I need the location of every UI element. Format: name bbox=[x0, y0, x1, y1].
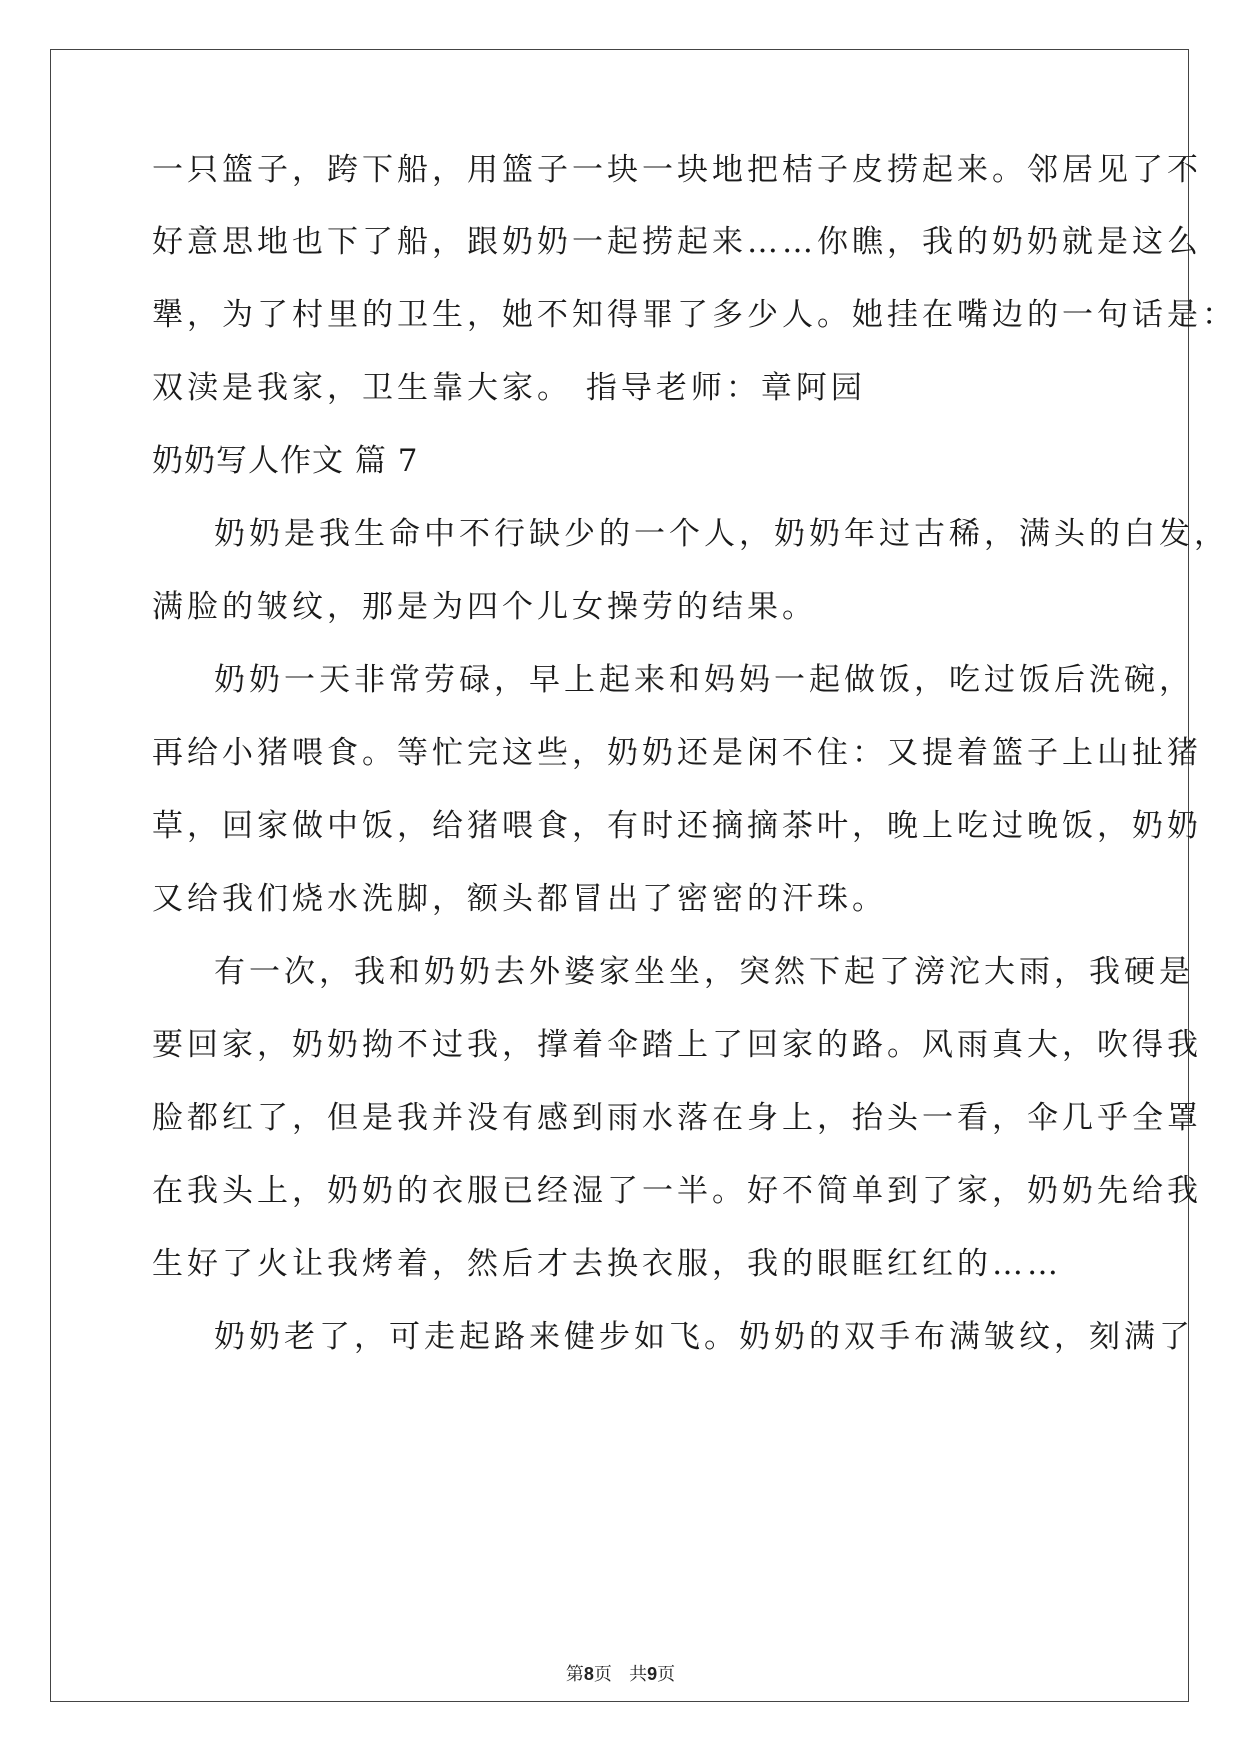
text-line: 奶奶是我生命中不行缺少的一个人，奶奶年过古稀，满头的白发， bbox=[214, 516, 1229, 552]
text-line: 脸都红了，但是我并没有感到雨水落在身上，抬头一看，伞几乎全罩 bbox=[152, 1100, 1202, 1136]
text-line: 奶奶老了，可走起路来健步如飞。奶奶的双手布满皱纹，刻满了 bbox=[214, 1319, 1194, 1355]
text-line: 草，回家做中饭，给猪喂食，有时还摘摘茶叶，晚上吃过晚饭，奶奶 bbox=[152, 808, 1202, 844]
text-line: 要回家，奶奶拗不过我，撑着伞踏上了回家的路。风雨真大，吹得我 bbox=[152, 1027, 1202, 1063]
text-line: 有一次，我和奶奶去外婆家坐坐，突然下起了滂沱大雨，我硬是 bbox=[214, 954, 1194, 990]
footer-middle: 页 共 bbox=[593, 1664, 648, 1685]
total-page-number: 9 bbox=[647, 1664, 658, 1684]
text-line: 好意思地也下了船，跟奶奶一起捞起来……你瞧，我的奶奶就是这么 bbox=[152, 224, 1202, 260]
footer-suffix: 页 bbox=[657, 1664, 676, 1685]
text-line: 在我头上，奶奶的衣服已经湿了一半。好不简单到了家，奶奶先给我 bbox=[152, 1173, 1202, 1209]
text-line: 双渎是我家，卫生靠大家。 指导老师：章阿园 bbox=[152, 370, 866, 406]
text-line: 奶奶一天非常劳碌，早上起来和妈妈一起做饭，吃过饭后洗碗， bbox=[214, 662, 1194, 698]
page-footer bbox=[0, 1660, 1241, 1686]
footer-prefix: 第 bbox=[565, 1664, 584, 1685]
text-line: 再给小猪喂食。等忙完这些，奶奶还是闲不住：又提着篮子上山扯猪 bbox=[152, 735, 1202, 771]
text-line: 生好了火让我烤着，然后才去换衣服，我的眼眶红红的…… bbox=[152, 1246, 1062, 1282]
text-line: 满脸的皱纹，那是为四个儿女操劳的结果。 bbox=[152, 589, 817, 625]
current-page-number: 8 bbox=[583, 1664, 594, 1684]
text-line: 一只篮子，跨下船，用篮子一块一块地把桔子皮捞起来。邻居见了不 bbox=[152, 152, 1202, 188]
section-heading: 奶奶写人作文 篇 7 bbox=[152, 443, 419, 479]
text-line: 又给我们烧水洗脚，额头都冒出了密密的汗珠。 bbox=[152, 881, 887, 917]
text-line: 犟，为了村里的卫生，她不知得罪了多少人。她挂在嘴边的一句话是： bbox=[152, 297, 1237, 333]
